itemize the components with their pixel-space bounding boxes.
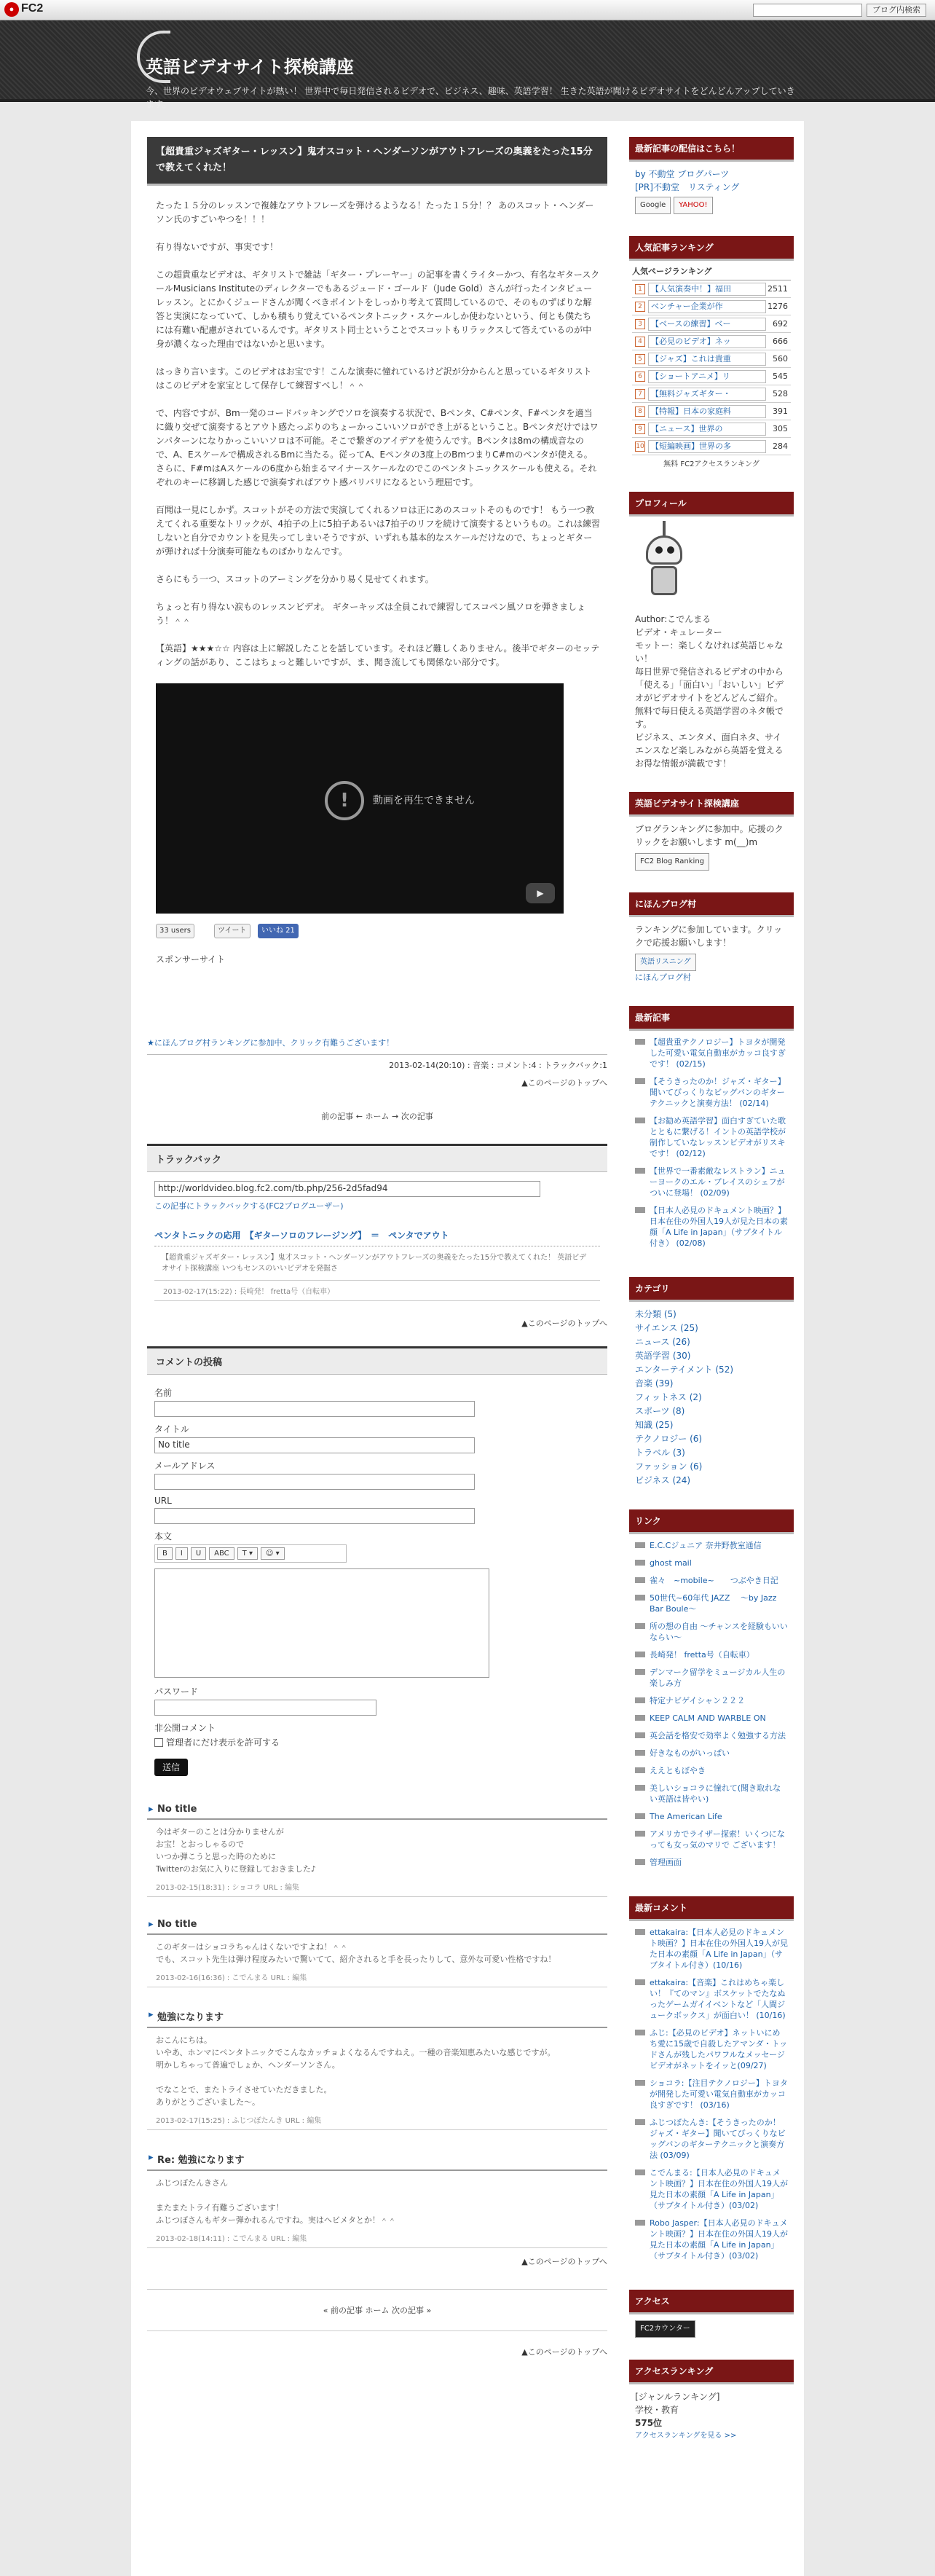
underline-button[interactable]: U: [191, 1547, 206, 1560]
rank-icon: 10: [636, 442, 644, 450]
sidebar: [629, 137, 794, 2465]
video-error-text: 動画を再生できません: [373, 795, 475, 806]
comment-meta[interactable]: 2013-02-16(16:36) : こでんまる URL : 編集: [147, 1971, 607, 1987]
link-item[interactable]: 長崎発！ fretta号（自転車）: [635, 1649, 788, 1660]
ranking-position: 575位: [635, 2418, 663, 2428]
footer-nav[interactable]: « 前の記事 ホーム 次の記事 »: [147, 2289, 607, 2331]
comment-body: おこんにちは。 いやあ、ホンマにペンタトニックでこんなカッチョよくなるんですねえ。一種の音楽知恵みたいな感じですが。 明かしちゃって普遍でしょか、ヘンダーソンさん。 でなことで、またトライさせていただきました。 ありがとうございました～。: [156, 2035, 556, 2107]
sidebar-link[interactable]: [PR]不動堂 リスティング: [635, 182, 740, 192]
entry-title[interactable]: 【超貴重ジャズギター・レッスン】鬼才スコット・ヘンダーソンがアウトフレーズの奥義をたった15分で教えてくれた！: [147, 137, 607, 186]
hatena-bookmark-button[interactable]: 33 users: [156, 924, 194, 938]
nihon-blog-link[interactable]: にほんブログ村: [635, 973, 691, 982]
ranking-row[interactable]: 3 【ベースの練習】ベー 692: [632, 315, 791, 333]
category-link[interactable]: ニュース (26): [635, 1337, 690, 1347]
profile-avatar: [635, 521, 693, 607]
name-label: 名前: [154, 1388, 173, 1398]
entry-paragraph: この超貴重なビデオは、ギタリストで雑誌「ギター・プレーヤー」の記事を書くライターかつ、有名なギタースクールMusicians Instituteのディレクターでもあるジュード・ゴールド（Jude Gold）さんが行ったインタビューレッスン。とにかくジュードさんが聞くべきポイントをしっかり考えて質問しているので、そのものずばりな解答と実演になっていて、しかも積もり覚えているペンタトニック・スケールしか使わないという、何とも僕たちには有難い配慮がされているんです。ギタリスト同士ということでスコットもリラックスして答えているのが中身が濃くなった理由ではないかと思います。: [156, 270, 600, 349]
profile-line: ビデオ・キュレーター: [635, 627, 722, 637]
nihon-text: ランキングに参加しています。クリックで応援お願いします！: [635, 924, 783, 948]
entry-nav[interactable]: 前の記事 ← ホーム → 次の記事: [321, 1112, 433, 1121]
link-item[interactable]: ええともぼやき: [635, 1765, 788, 1776]
category-link[interactable]: エンターテイメント (52): [635, 1364, 734, 1375]
comment-form-heading: コメントの投稿: [147, 1346, 607, 1375]
recent-comment[interactable]: ふじ:【必見のビデオ】ネットいにめち愛に15歳で自殺したアマンダ・トッドさんが残したパワフルなメッセージビデオがネットをイッと(09/27): [635, 2027, 788, 2071]
name-field[interactable]: [154, 1401, 475, 1417]
sidebar-heading: プロフィール: [629, 492, 794, 517]
recent-entry[interactable]: 【お勧め英語学習】面白すぎていた歌とともに繋げる！イントの英語学校が制作していなレッスンビデオがリスキです！ (02/12): [635, 1115, 788, 1159]
comment-form: [147, 1375, 607, 1782]
comment-title: ▸ Re: 勉強になります: [147, 2152, 607, 2171]
rank-icon: 1: [635, 284, 645, 294]
ranking-title: 人気ページランキング: [632, 265, 791, 280]
comment-meta[interactable]: 2013-02-15(18:31) : ショコラ URL : 編集: [147, 1881, 607, 1897]
sidebar-heading: 最新記事の配信はこちら！: [629, 137, 794, 162]
entry-paragraph: ちょっと有り得ない涙ものレッスンビデオ。 ギターキッズは全員これで練習してスコペン風ソロを弾きましょう！＾＾: [156, 602, 586, 626]
strike-button[interactable]: ABC: [209, 1547, 234, 1560]
fc2-logo[interactable]: ● FC2: [4, 2, 43, 17]
comment-item: [147, 1919, 607, 1987]
body-label: 本文: [154, 1531, 173, 1542]
sidebar-heading: 最新コメント: [629, 1896, 794, 1921]
url-field[interactable]: [154, 1508, 475, 1524]
sidebar-heading: 英語ビデオサイト探検講座: [629, 792, 794, 817]
sidebar-heading: アクセス: [629, 2290, 794, 2314]
link-item[interactable]: 好きなものがいっぱい: [635, 1748, 788, 1759]
comment-meta[interactable]: 2013-02-18(14:11) : こでんまる URL : 編集: [147, 2232, 607, 2248]
comment-body: ふじつぼたんきさん またまたトライ有難うございます！ ふじつぼさんもギター弾かれるんですね。実はヘビメタとか！＾＾: [156, 2178, 396, 2225]
comment-title: ▸ 勉強になります: [147, 2009, 607, 2028]
mail-label: メールアドレス: [154, 1461, 216, 1471]
bold-button[interactable]: B: [157, 1547, 173, 1560]
comment-item: [147, 2009, 607, 2130]
password-label: パスワード: [154, 1686, 199, 1697]
password-field[interactable]: [154, 1700, 376, 1716]
access-counter: FC2カウンター: [635, 2320, 695, 2338]
recent-comment[interactable]: ettakaira:【音楽】これはめちゃ楽しい！『てのマン』ボスケットでたなぬったゲームガイイベントなど「人間ジュークボックス」が面白い！ (10/16): [635, 1977, 788, 2021]
link-item[interactable]: 特定ナビゲイシャン２２２: [635, 1695, 788, 1706]
category-link[interactable]: 音楽 (39): [635, 1378, 674, 1389]
trackback-url-field[interactable]: http://worldvideo.blog.fc2.com/tb.php/256-2d5fad94: [154, 1181, 540, 1197]
tweet-button[interactable]: ツイート: [214, 924, 250, 938]
recent-entry[interactable]: 【超貴重テクノロジー】トヨタが開発した可愛い電気自動車がカッコ良すぎです！ (02/15): [635, 1037, 788, 1069]
ranking-row[interactable]: 10 【短編映画】世界の多 284: [632, 438, 791, 455]
rank-text: ブログランキングに参加中。応援のクリックをお願いします m(__)m: [635, 824, 784, 847]
entry-paragraph: 百聞は一見にしかず。スコットがその方法で実演してくれるソロは正にあのスコットそのものです！ もう一つ教えてくれる重要なトリックが、4拍子の上に5拍子あるいは7拍子のリフを続けて演奏するというもの。これは練習しないと自分でカウントを見失ってしまいそうですが、いずれも基本的なスケールだけなので、ちょっとギターが弾ければ十分演奏可能なものばかりなんです。: [156, 505, 600, 557]
link-item[interactable]: KEEP CALM AND WARBLE ON: [635, 1713, 788, 1724]
category-link[interactable]: 未分類 (5): [635, 1309, 676, 1319]
entry-paragraph: で、内容ですが、Bm一発のコードバッキングでソロを演奏する状況で、Bペンタ、C#ペンタ、F#ペンタを適当に織り交ぜて演奏するとアウト感たっぷりのちょーかっこいいソロができ上がるということ。Bペンタだけではワンパターンになりかっこいいソロは不可能。そこで繋ぎのアイデアを使うんです。Bペンタは8mの構成音なので、A、Eスケールで構成されるBmに当たる。従ってA、Eペンタの3度上のBmつまりC#mのペンタが使える。さらに、F#mはAスケールの6度から始まるマイナースケールなのでこのペンタトニックスケールも使える。それぞれのキーに移調した感じで演奏すればアウト感バリバリになるという理屈です。: [156, 408, 599, 487]
category-link[interactable]: 英語学習 (30): [635, 1351, 691, 1361]
link-item[interactable]: The American Life: [635, 1811, 788, 1822]
link-item[interactable]: 50世代~60年代 JAZZ ～by Jazz Bar Boule～: [635, 1593, 788, 1614]
category-link[interactable]: トラベル (3): [635, 1448, 685, 1458]
ranking-genre: [ジャンルランキング]: [635, 2392, 720, 2402]
ranking-row[interactable]: 2 ベンチャー企業が作 1276: [632, 298, 791, 315]
trackback-item-text: 【超貴重ジャズギター・レッスン】鬼才スコット・ヘンダーソンがアウトフレーズの奥義をたった15分で教えてくれた！ 英語ビデオサイト探検講座 いつもセンスのいいビデオを発掘さ: [162, 1254, 587, 1273]
blog-search-button[interactable]: ブログ内検索: [867, 4, 926, 17]
title-field[interactable]: No title: [154, 1437, 475, 1453]
site-title[interactable]: 英語ビデオサイト探検講座: [146, 57, 354, 77]
entry-meta[interactable]: 2013-02-14(20:10) : 音楽 : コメント:4 : トラックバック:1: [389, 1061, 607, 1070]
entry-paragraph: 【英語】★★★☆☆ 内容は上に解説したことを話しています。それほど難しくありません。後半でギターのセッティングの話があり、ここはちょっと難しいですが、ま、聞き流しても関係ない部分です。: [156, 643, 600, 667]
private-check-label: 管理者にだけ表示を許可する: [166, 1737, 280, 1748]
sidebar-heading: にほんブログ村: [629, 892, 794, 917]
entry-paragraph: はっきり言います。このビデオはお宝です！こんな演奏に憧れているけど訳が分からんと思っているギタリストはこのビデオを家宝として保存して練習すべし！＾＾: [156, 366, 592, 390]
ranking-row[interactable]: 4 【必見のビデオ】ネッ 666: [632, 333, 791, 350]
fc2-toolbar: [0, 0, 935, 20]
category-link[interactable]: 知識 (25): [635, 1420, 674, 1430]
to-top-link[interactable]: ▲このページのトップへ: [521, 1319, 607, 1328]
to-top-link[interactable]: ▲このページのトップへ: [521, 2257, 607, 2266]
category-link[interactable]: ファッション (6): [635, 1461, 703, 1472]
link-item[interactable]: E.C.Cジュニア 奈井野教室通信: [635, 1540, 788, 1551]
ranking-row[interactable]: 7 【無料ジャズギター・ 528: [632, 385, 791, 403]
link-item[interactable]: 英会話を格安で効率よく勉強する方法: [635, 1730, 788, 1741]
comment-title: ▸ No title: [147, 1804, 607, 1820]
rank-icon: 2: [635, 302, 645, 312]
comment-body: このギターはショコラちゃんはくないですよね！＾＾ でも、スコット先生は弾け程度みたいで驚いてて、紹介されると手を長ったりして、意外な可愛い性格ですね！: [156, 1942, 556, 1964]
link-item[interactable]: 所の想の自由 ～チャンスを経験もいいならい～: [635, 1621, 788, 1643]
profile-line: Author:こでんまる: [635, 614, 711, 624]
ranking-row[interactable]: 6 【ショートアニメ】リ 545: [632, 368, 791, 385]
font-size-button[interactable]: T ▾: [237, 1547, 258, 1560]
comment-item: [147, 1804, 607, 1897]
profile-line: ビジネス、エンタメ、面白ネタ、サイエンスなど楽しみながら英語を覚えるお得な情報が満載です！: [635, 732, 784, 769]
url-label: URL: [154, 1496, 172, 1506]
entry-paragraph: たった１５分のレッスンで複雑なアウトフレーズを弾けるようなる！たった１５分！？ あのスコット・ヘンダーソン氏のすごいやつを！！！: [156, 200, 594, 224]
site-banner: [0, 20, 935, 109]
social-buttons: [156, 924, 607, 940]
to-top-link[interactable]: ▲このページのトップへ: [521, 2347, 607, 2357]
recent-comment[interactable]: ふじつぼたんき:【そうきったのか！ジャズ・ギター】聞いてびっくりなビッグバンのギターテクニックと演奏方法 (03/09): [635, 2117, 788, 2161]
entry-paragraph: 有り得ないですが、事実です！: [156, 242, 279, 252]
ranking-footer[interactable]: 無料 FC2アクセスランキング: [663, 460, 760, 468]
sidebar-heading: アクセスランキング: [629, 2360, 794, 2384]
title-label: タイトル: [154, 1424, 189, 1434]
rank-icon: 7: [635, 389, 645, 399]
nihon-blog-banner[interactable]: 英語リスニング: [635, 954, 696, 971]
link-item[interactable]: アメリカでライザー探索！いくつになっても女っ気のマリで ございます！: [635, 1829, 788, 1850]
recent-comment[interactable]: ショコラ:【注目テクノロジー】トヨタが開発した可愛い電気自動車がカッコ良すぎです！ (03/16): [635, 2078, 788, 2110]
rank-icon: 8: [635, 407, 645, 417]
rank-icon: 9: [635, 424, 645, 434]
sidebar-heading: カテゴリ: [629, 1277, 794, 1302]
emoji-button[interactable]: ☺ ▾: [261, 1547, 285, 1560]
entry-paragraph: さらにもう一つ、スコットのアーミングを分かり易く見せてくれます。: [156, 574, 434, 584]
rank-icon: 6: [635, 372, 645, 382]
link-item[interactable]: 雀々 ~mobile~ つぶやき日記: [635, 1575, 788, 1586]
category-link[interactable]: フィットネス (2): [635, 1392, 702, 1402]
category-link[interactable]: テクノロジー (6): [635, 1434, 703, 1444]
trackback-item-title[interactable]: ペンタトニックの応用 【ギターソロのフレージング】 ＝ ペンタでアウト: [154, 1229, 600, 1246]
category-link[interactable]: スポーツ (8): [635, 1406, 685, 1416]
ranking-row[interactable]: 5 【ジャズ】これは貴重 560: [632, 350, 791, 368]
category-link[interactable]: サイエンス (25): [635, 1323, 698, 1333]
rank-icon: 5: [635, 354, 645, 364]
sidebar-heading: リンク: [629, 1509, 794, 1534]
entry-body: [147, 186, 607, 669]
yahoo-icon[interactable]: YAHOO!: [674, 197, 712, 214]
trackback-link[interactable]: この記事にトラックバックする(FC2ブログユーザー): [154, 1201, 344, 1211]
comment-body-textarea[interactable]: [154, 1568, 489, 1678]
recent-comment[interactable]: こでんまる:【日本人必見のドキュメント映画？】日本在住の外国人19人が見た日本の素顔「A Life in Japan」（サブタイトル付き）(03/02): [635, 2167, 788, 2211]
fc2-ranking-banner[interactable]: FC2 Blog Ranking: [635, 853, 709, 871]
to-top-link[interactable]: ▲このページのトップへ: [521, 1078, 607, 1088]
sponsor-label: スポンサーサイト: [156, 954, 226, 965]
error-icon: !: [325, 781, 364, 820]
profile-line: モットー：楽しくなければ英語じゃない！: [635, 640, 784, 664]
rank-icon: 4: [635, 337, 645, 347]
recent-entry[interactable]: 【そうきったのか！ジャズ・ギター】 聞いてびっくりなビッグバンのギターテクニックと演奏方法！ (02/14): [635, 1076, 788, 1109]
recent-comment[interactable]: Robo Jasper:【日本人必見のドキュメント映画？】日本在住の外国人19人が見た日本の素顔「A Life in Japan」（サブタイトル付き）(03/02): [635, 2218, 788, 2261]
youtube-icon[interactable]: ▶: [526, 883, 555, 903]
trackback-heading: トラックバック: [147, 1144, 607, 1172]
ranking-row[interactable]: 9 【ニュース】世界の 305: [632, 420, 791, 438]
ranking-view-link[interactable]: アクセスランキングを見る >>: [635, 2432, 737, 2440]
ranking-row[interactable]: 1 【人気演奏中！】福田 2511: [632, 280, 791, 298]
recent-comment[interactable]: ettakaira:【日本人必見のドキュメント映画？】日本在住の外国人19人が見た日本の素顔「A Life in Japan」（サブタイトル付き）(10/16): [635, 1927, 788, 1971]
ranking-row[interactable]: 8 【特報】日本の家庭料 391: [632, 403, 791, 420]
category-link[interactable]: ビジネス (24): [635, 1475, 691, 1485]
embedded-video-player[interactable]: [156, 683, 564, 914]
link-item[interactable]: ghost mail: [635, 1558, 788, 1568]
google-icon[interactable]: Google: [635, 197, 671, 214]
trackback-item-meta: 2013-02-17(15:22) : 長崎発！ fretta号（自転車）: [154, 1280, 600, 1301]
main-column: [147, 137, 607, 2365]
link-item[interactable]: デンマーク留学をミュージカル人生の楽しみ方: [635, 1667, 788, 1689]
recent-entry[interactable]: 【日本人必見のドキュメント映画？】日本在住の外国人19人が見た日本の素顔「A Life in Japan」（サブタイトル付き） (02/08): [635, 1205, 788, 1249]
private-label: 非公開コメント: [154, 1723, 216, 1733]
comment-body: 今はギターのことは分かりませんが お宝！とおっしゃるので いつか弾こうと思った時のために Twitterのお気に入りに登録しておきました♪: [156, 1827, 316, 1874]
recent-entry[interactable]: 【世界で一番素敵なレストラン】ニューヨークのエル・ブレイスのシェフがついに登場！ (02/09): [635, 1166, 788, 1198]
private-checkbox[interactable]: [154, 1738, 163, 1747]
rank-icon: 3: [635, 319, 645, 329]
editor-toolbar: [154, 1544, 347, 1563]
comment-item: [147, 2152, 607, 2248]
link-item[interactable]: 管理画面: [635, 1857, 788, 1868]
profile-line: 無料で毎日使える英語学習のネタ帳です。: [635, 706, 784, 729]
blog-search-input[interactable]: [753, 4, 862, 17]
comment-title: ▸ No title: [147, 1919, 607, 1935]
facebook-like-button[interactable]: いいね 21: [258, 924, 299, 938]
comment-meta[interactable]: 2013-02-17(15:25) : ふじつぼたんき URL : 編集: [147, 2114, 607, 2130]
sidebar-link[interactable]: by 不動堂 ブログパーツ: [635, 169, 730, 179]
email-field[interactable]: [154, 1474, 475, 1490]
link-item[interactable]: 美しいショコラに憧れて(聞き取れない英語は皆やい): [635, 1783, 788, 1805]
ranking-genre-name: 学校・教育: [635, 2405, 679, 2415]
page-container: [131, 121, 804, 2576]
italic-button[interactable]: I: [175, 1547, 188, 1560]
sidebar-heading: 最新記事: [629, 1006, 794, 1031]
site-description: 今、世界のビデオウェブサイトが熱い！ 世界中で毎日発信されるビデオで、ビジネス、趣味、英語学習！ 生きた英語が聞けるビデオサイトをどんどんアップしていきます。: [146, 86, 795, 109]
nihon-blog-link[interactable]: ★にほんブログ村ランキングに参加中、クリック有難うございます！: [147, 1038, 395, 1048]
sidebar-heading: 人気記事ランキング: [629, 236, 794, 261]
submit-button[interactable]: 送信: [154, 1759, 188, 1776]
profile-line: 毎日世界で発信されるビデオの中から「使える」「面白い」「おいしい」ビデオがビデオサイトをどんどんご紹介。: [635, 667, 784, 703]
